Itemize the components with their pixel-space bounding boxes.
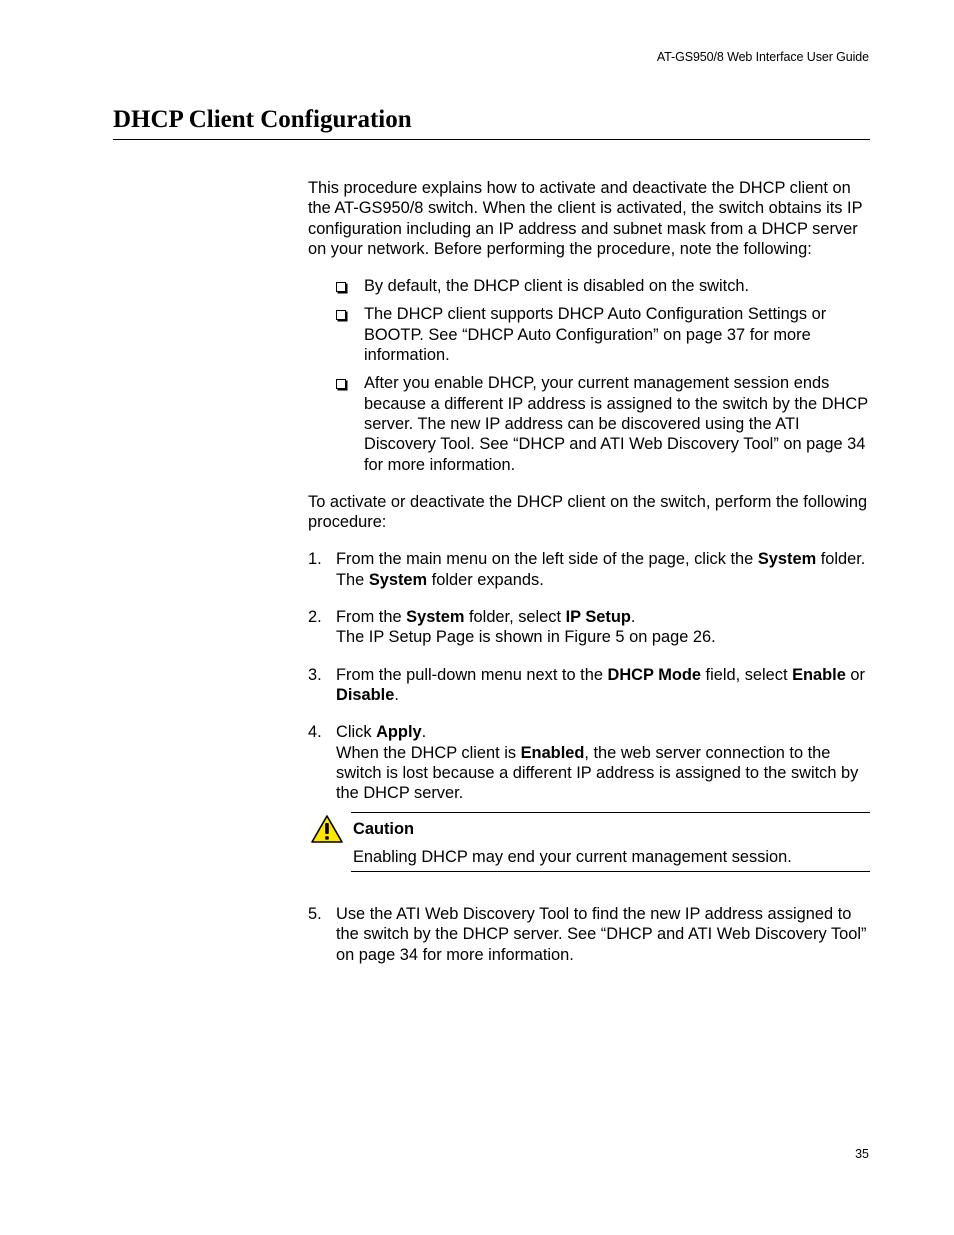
note-text: The DHCP client supports DHCP Auto Configuration Settings or BOOTP. See “DHCP Auto Configuration” on page 37 for more information. [364,305,827,365]
step-text: From the [336,608,407,627]
procedure-lead: To activate or deactivate the DHCP client on the switch, perform the following procedure: [308,492,868,532]
step-result [336,743,870,804]
content-body [308,178,870,982]
intro-paragraph: This procedure explains how to activate and deactivate the DHCP client on the AT-GS950/8 switch. When the client is activated, the switch obtains its IP configuration including an IP address and subnet mask from a DHCP server on your network. Before performing the procedure, note the following: [308,179,863,258]
step-text: From the main menu on the left side of the page, click the [336,550,758,569]
list-item [308,276,870,296]
ui-term: System [757,550,817,569]
step-text: field, select [701,665,793,684]
procedure-steps [308,549,870,803]
ui-term: Apply [376,723,422,742]
checkbox-bullet-icon [336,310,346,320]
title-rule [113,139,870,140]
caution-rule-bottom [351,871,870,872]
ui-term: Disable [336,685,395,704]
note-text: After you enable DHCP, your current management session ends because a different IP address is assigned to the switch by the DHCP server. The new IP address can be discovered using the ATI Discovery Tool. See “DHCP and ATI Web Discovery Tool” on page 34 for more information. [364,374,868,474]
step-1 [308,549,870,590]
step-instruction [336,549,870,569]
step-number: 3. [308,665,322,684]
notes-list [308,276,870,475]
ui-term: Enabled [520,743,585,762]
step-instruction: Use the ATI Web Discovery Tool to find the new IP address assigned to the switch by the DHCP server. See “DHCP and ATI Web Discovery Tool” on page 34 for more information. [336,905,867,964]
ui-term: System [406,608,465,627]
step-text: . [394,685,399,704]
list-item [308,373,870,474]
step-text: folder, select [464,608,566,627]
step-text: . [421,723,427,742]
step-number: 2. [308,608,322,627]
ui-term: System [368,570,428,589]
step-text: The [336,570,369,589]
caution-rule-top [351,812,870,813]
step-number: 1. [308,550,322,569]
step-3 [308,665,870,706]
step-text: or [845,665,865,684]
caution-text: Enabling DHCP may end your current management session. [353,847,792,866]
warning-triangle-icon [310,814,344,844]
ui-term: Enable [792,665,846,684]
step-4 [308,722,870,803]
step-text: From the pull-down menu next to the [336,665,608,684]
ui-term: DHCP Mode [607,665,701,684]
ui-term: IP Setup [565,608,631,627]
caution-box [308,812,870,872]
running-header: AT-GS950/8 Web Interface User Guide [656,50,869,64]
step-text: , the web server connection to the switch is lost because a different IP address is assigned to the switch by the DHCP server. [336,743,859,803]
note-text: By default, the DHCP client is disabled on the switch. [364,277,750,296]
step-text: . [630,608,636,627]
step-text: folder expands. [427,570,544,589]
step-2 [308,607,870,648]
checkbox-bullet-icon [336,282,346,292]
page-number: 35 [855,1147,869,1161]
step-instruction [336,722,870,742]
step-instruction [336,607,870,627]
step-text: When the DHCP client is [336,743,521,762]
step-text: folder. [816,550,866,569]
procedure-steps-continued [308,904,870,965]
step-number: 4. [308,723,322,742]
step-result: The IP Setup Page is shown in Figure 5 on page 26. [336,628,716,647]
caution-title: Caution [353,820,415,839]
checkbox-bullet-icon [336,379,346,389]
step-text: Click [336,723,377,742]
step-number: 5. [308,905,322,924]
list-item [308,304,870,365]
step-5 [308,904,870,965]
section-title: DHCP Client Configuration [113,106,412,133]
step-instruction [336,665,870,706]
step-result [336,570,870,590]
